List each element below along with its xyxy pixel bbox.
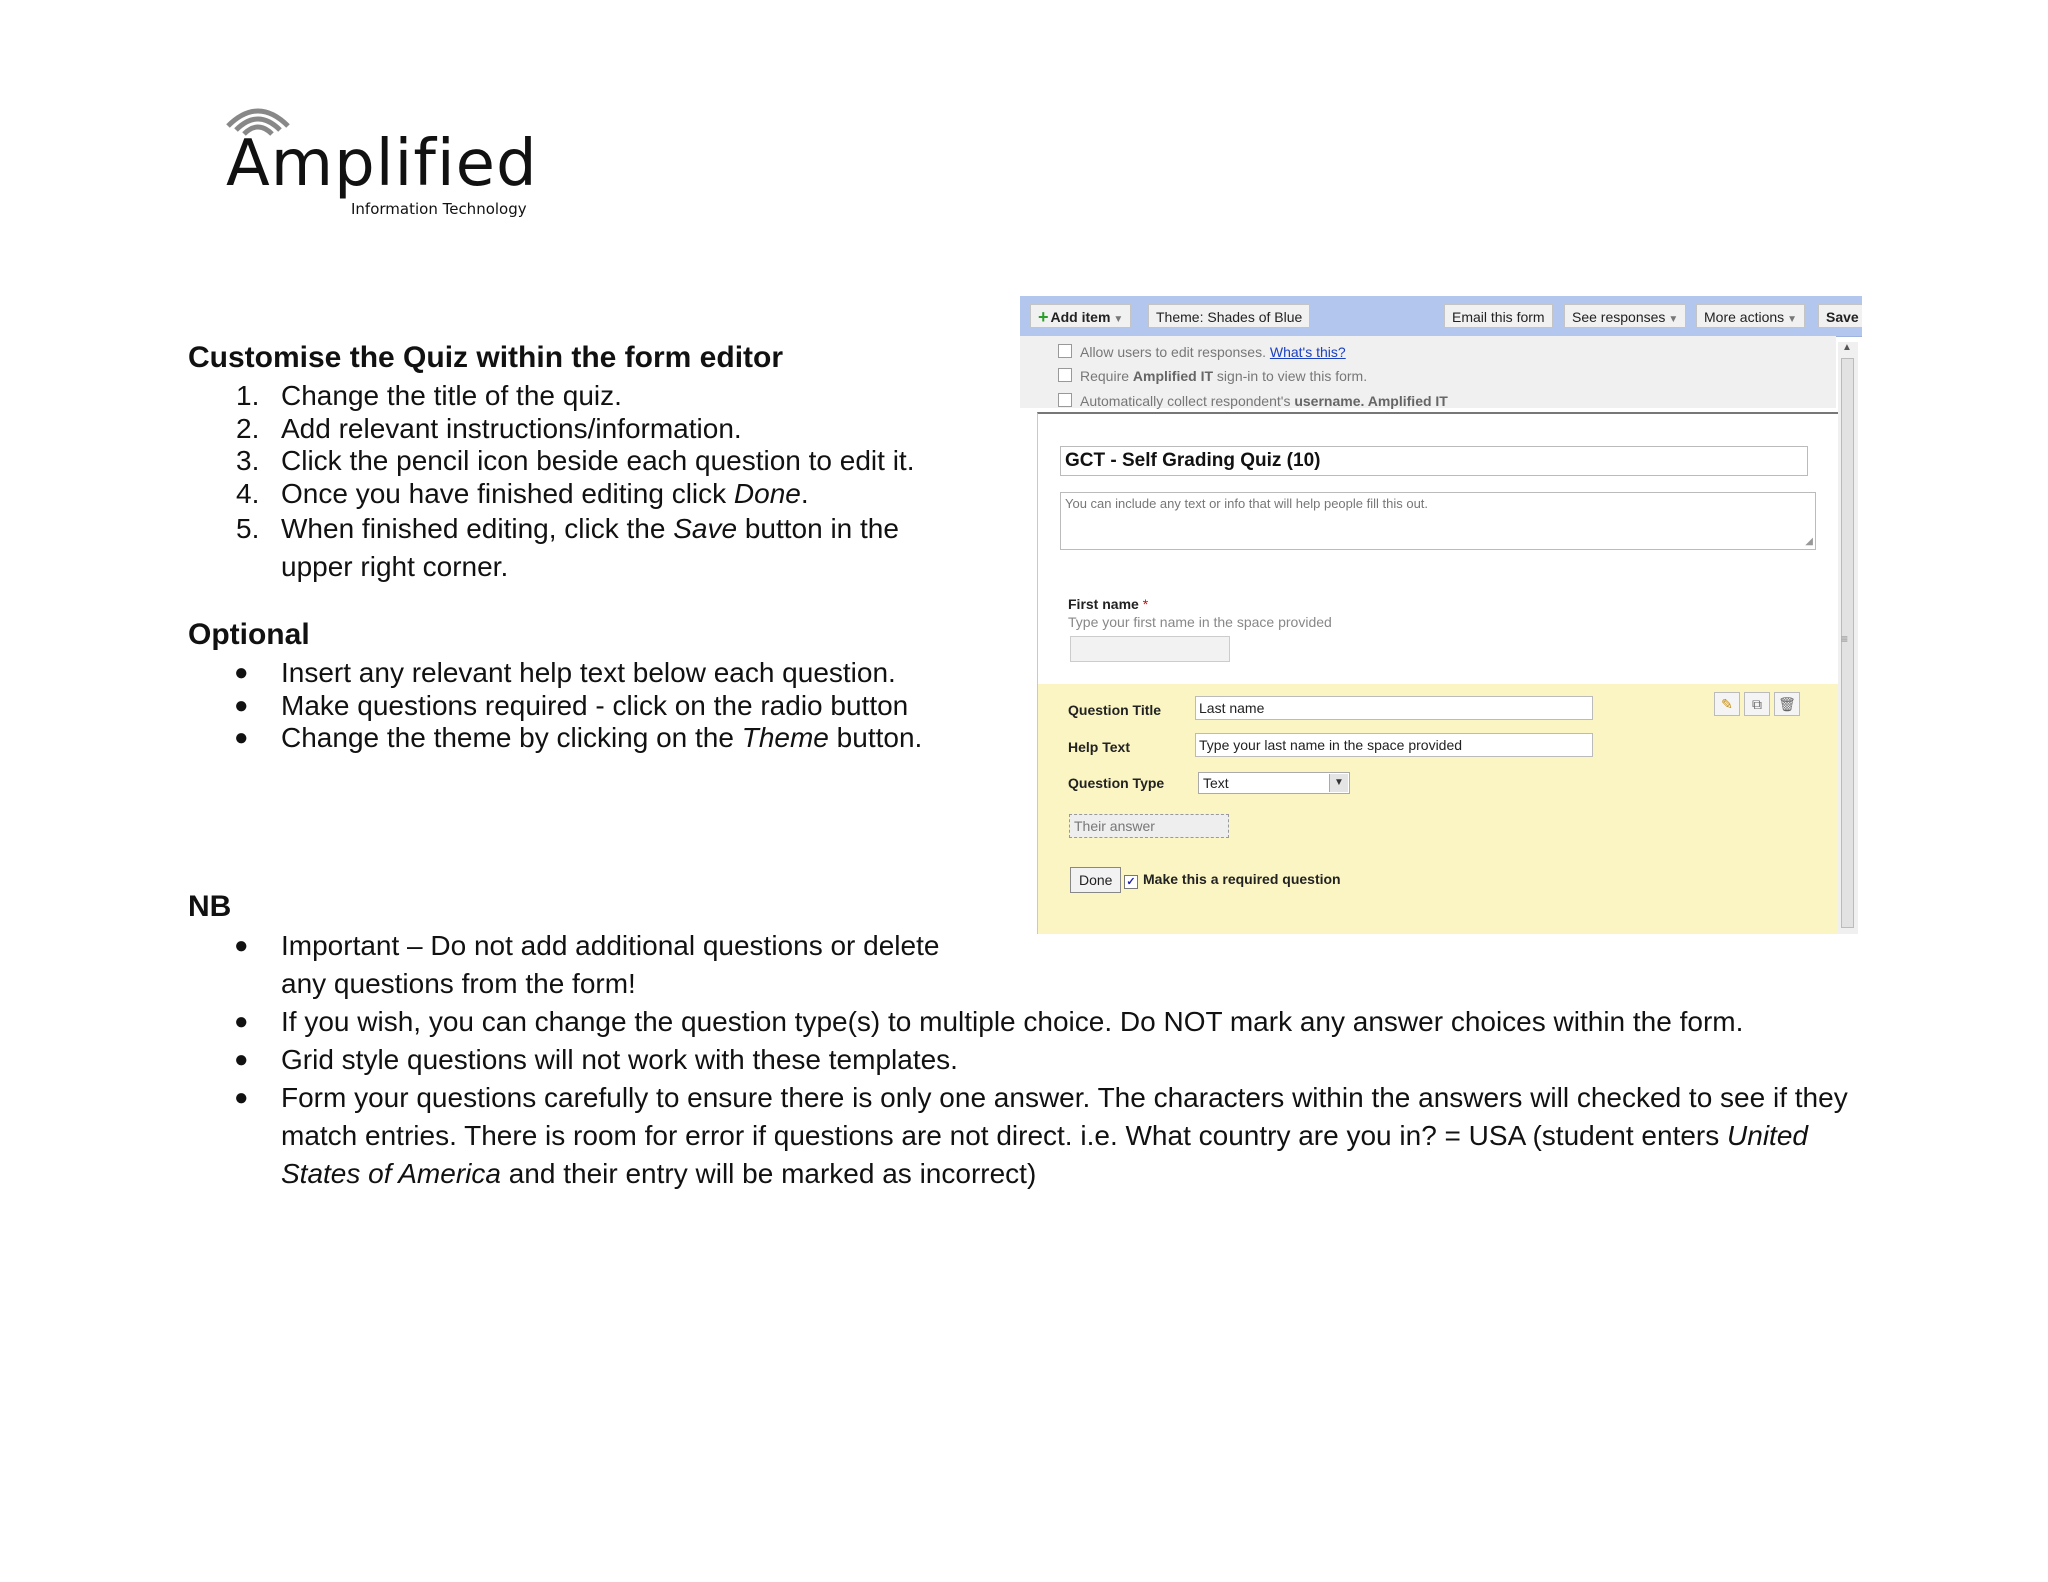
duplicate-icon[interactable]: ⧉ — [1744, 692, 1770, 716]
checkbox-checked[interactable]: ✓ — [1124, 875, 1138, 889]
customise-heading: Customise the Quiz within the form editor — [188, 341, 784, 374]
list-item: ● Important – Do not add additional questions or delete any questions from the form! — [234, 930, 940, 999]
list-item: ● Grid style questions will not work with these templates. — [234, 1044, 958, 1075]
add-item-button[interactable]: + Add item ▼ — [1030, 304, 1131, 328]
checkbox[interactable] — [1058, 393, 1072, 407]
required-question-toggle[interactable]: ✓ Make this a required question — [1124, 871, 1341, 889]
question-help-text: Type your first name in the space provided — [1068, 614, 1332, 630]
question-title-label: Question Title — [1068, 702, 1162, 718]
whats-this-link[interactable]: What's this? — [1269, 344, 1346, 360]
more-actions-button[interactable]: More actions ▼ — [1696, 304, 1805, 328]
theme-button[interactable]: Theme: Shades of Blue — [1148, 304, 1310, 328]
chevron-down-icon: ▼ — [1668, 314, 1679, 325]
question-type-select[interactable]: Text ▼ — [1198, 772, 1350, 794]
first-name-answer-field — [1070, 636, 1230, 662]
require-signin-setting[interactable]: Require Amplified IT sign-in to view this form. — [1058, 368, 1367, 384]
grip-icon: ≡ — [1841, 632, 1849, 646]
pencil-icon[interactable]: ✎ — [1714, 692, 1740, 716]
list-item: ● Insert any relevant help text below each question. — [234, 657, 896, 688]
logo-wordmark: Amplified — [226, 127, 538, 201]
trash-icon[interactable]: 🗑 — [1774, 692, 1800, 716]
question-edit-panel — [1038, 684, 1838, 934]
list-item: 5. When finished editing, click the Save button in the upper right corner. — [236, 513, 899, 583]
chevron-down-icon: ▼ — [1113, 314, 1124, 325]
form-body — [1037, 412, 1838, 934]
scrollbar[interactable] — [1838, 342, 1858, 934]
nb-heading: NB — [188, 890, 232, 923]
list-item: ● Form your questions carefully to ensure there is only one answer. The characters within the answers will checked to see if they match entries. There is room for error if questions are not direct. i.e. What country are you in? = USA (student enters United States of America and their entry will be marked as incorrect) — [234, 1082, 1848, 1189]
list-item: ● Make questions required - click on the radio button — [234, 689, 909, 721]
see-responses-button[interactable]: See responses ▼ — [1564, 304, 1686, 328]
answer-preview-field: Their answer — [1069, 814, 1229, 838]
nb-list — [188, 927, 1858, 1193]
list-item: 2. Add relevant instructions/information. — [236, 412, 742, 444]
optional-heading: Optional — [188, 618, 310, 651]
customise-steps — [188, 380, 988, 586]
list-item: ● Change the theme by clicking on the Theme button. — [234, 722, 923, 754]
scroll-up-icon[interactable]: ▲ — [1842, 342, 1852, 353]
question-actions — [1714, 692, 1804, 716]
list-item: ● If you wish, you can change the question type(s) to multiple choice. Do NOT mark any answer choices within the form. — [234, 1006, 1744, 1037]
form-settings — [1020, 336, 1836, 408]
help-text-input[interactable]: Type your last name in the space provided — [1195, 733, 1593, 757]
form-editor-screenshot — [1020, 296, 1862, 934]
collect-username-setting[interactable]: Automatically collect respondent's username. Amplified IT — [1058, 393, 1448, 409]
checkbox[interactable] — [1058, 344, 1072, 358]
list-item: 3. Click the pencil icon beside each question to edit it. — [236, 445, 915, 477]
checkbox[interactable] — [1058, 368, 1072, 382]
list-item: 1. Change the title of the quiz. — [236, 380, 622, 411]
chevron-down-icon[interactable]: ▼ — [1329, 774, 1348, 792]
resize-handle-icon[interactable]: ◢ — [1805, 536, 1813, 547]
question-type-label: Question Type — [1068, 775, 1165, 791]
email-form-button[interactable]: Email this form — [1444, 304, 1553, 328]
help-text-label: Help Text — [1068, 739, 1130, 755]
optional-list — [188, 657, 988, 755]
chevron-down-icon: ▼ — [1787, 314, 1798, 325]
done-button[interactable]: Done — [1070, 867, 1121, 893]
logo-tagline: Information Technology — [351, 200, 527, 218]
form-title-input[interactable]: GCT - Self Grading Quiz (10) — [1060, 446, 1808, 476]
list-item: 4. Once you have finished editing click Done. — [236, 477, 809, 509]
amplified-logo — [224, 100, 544, 230]
question-title-input[interactable]: Last name — [1195, 696, 1593, 720]
question-label: First name * — [1068, 596, 1149, 612]
allow-edit-setting[interactable]: Allow users to edit responses. What's this? — [1058, 344, 1346, 360]
save-button[interactable]: Save — [1818, 304, 1862, 328]
plus-icon: + — [1038, 307, 1049, 327]
form-toolbar — [1020, 296, 1862, 337]
form-description-input[interactable]: You can include any text or info that will help people fill this out. ◢ — [1060, 492, 1816, 550]
